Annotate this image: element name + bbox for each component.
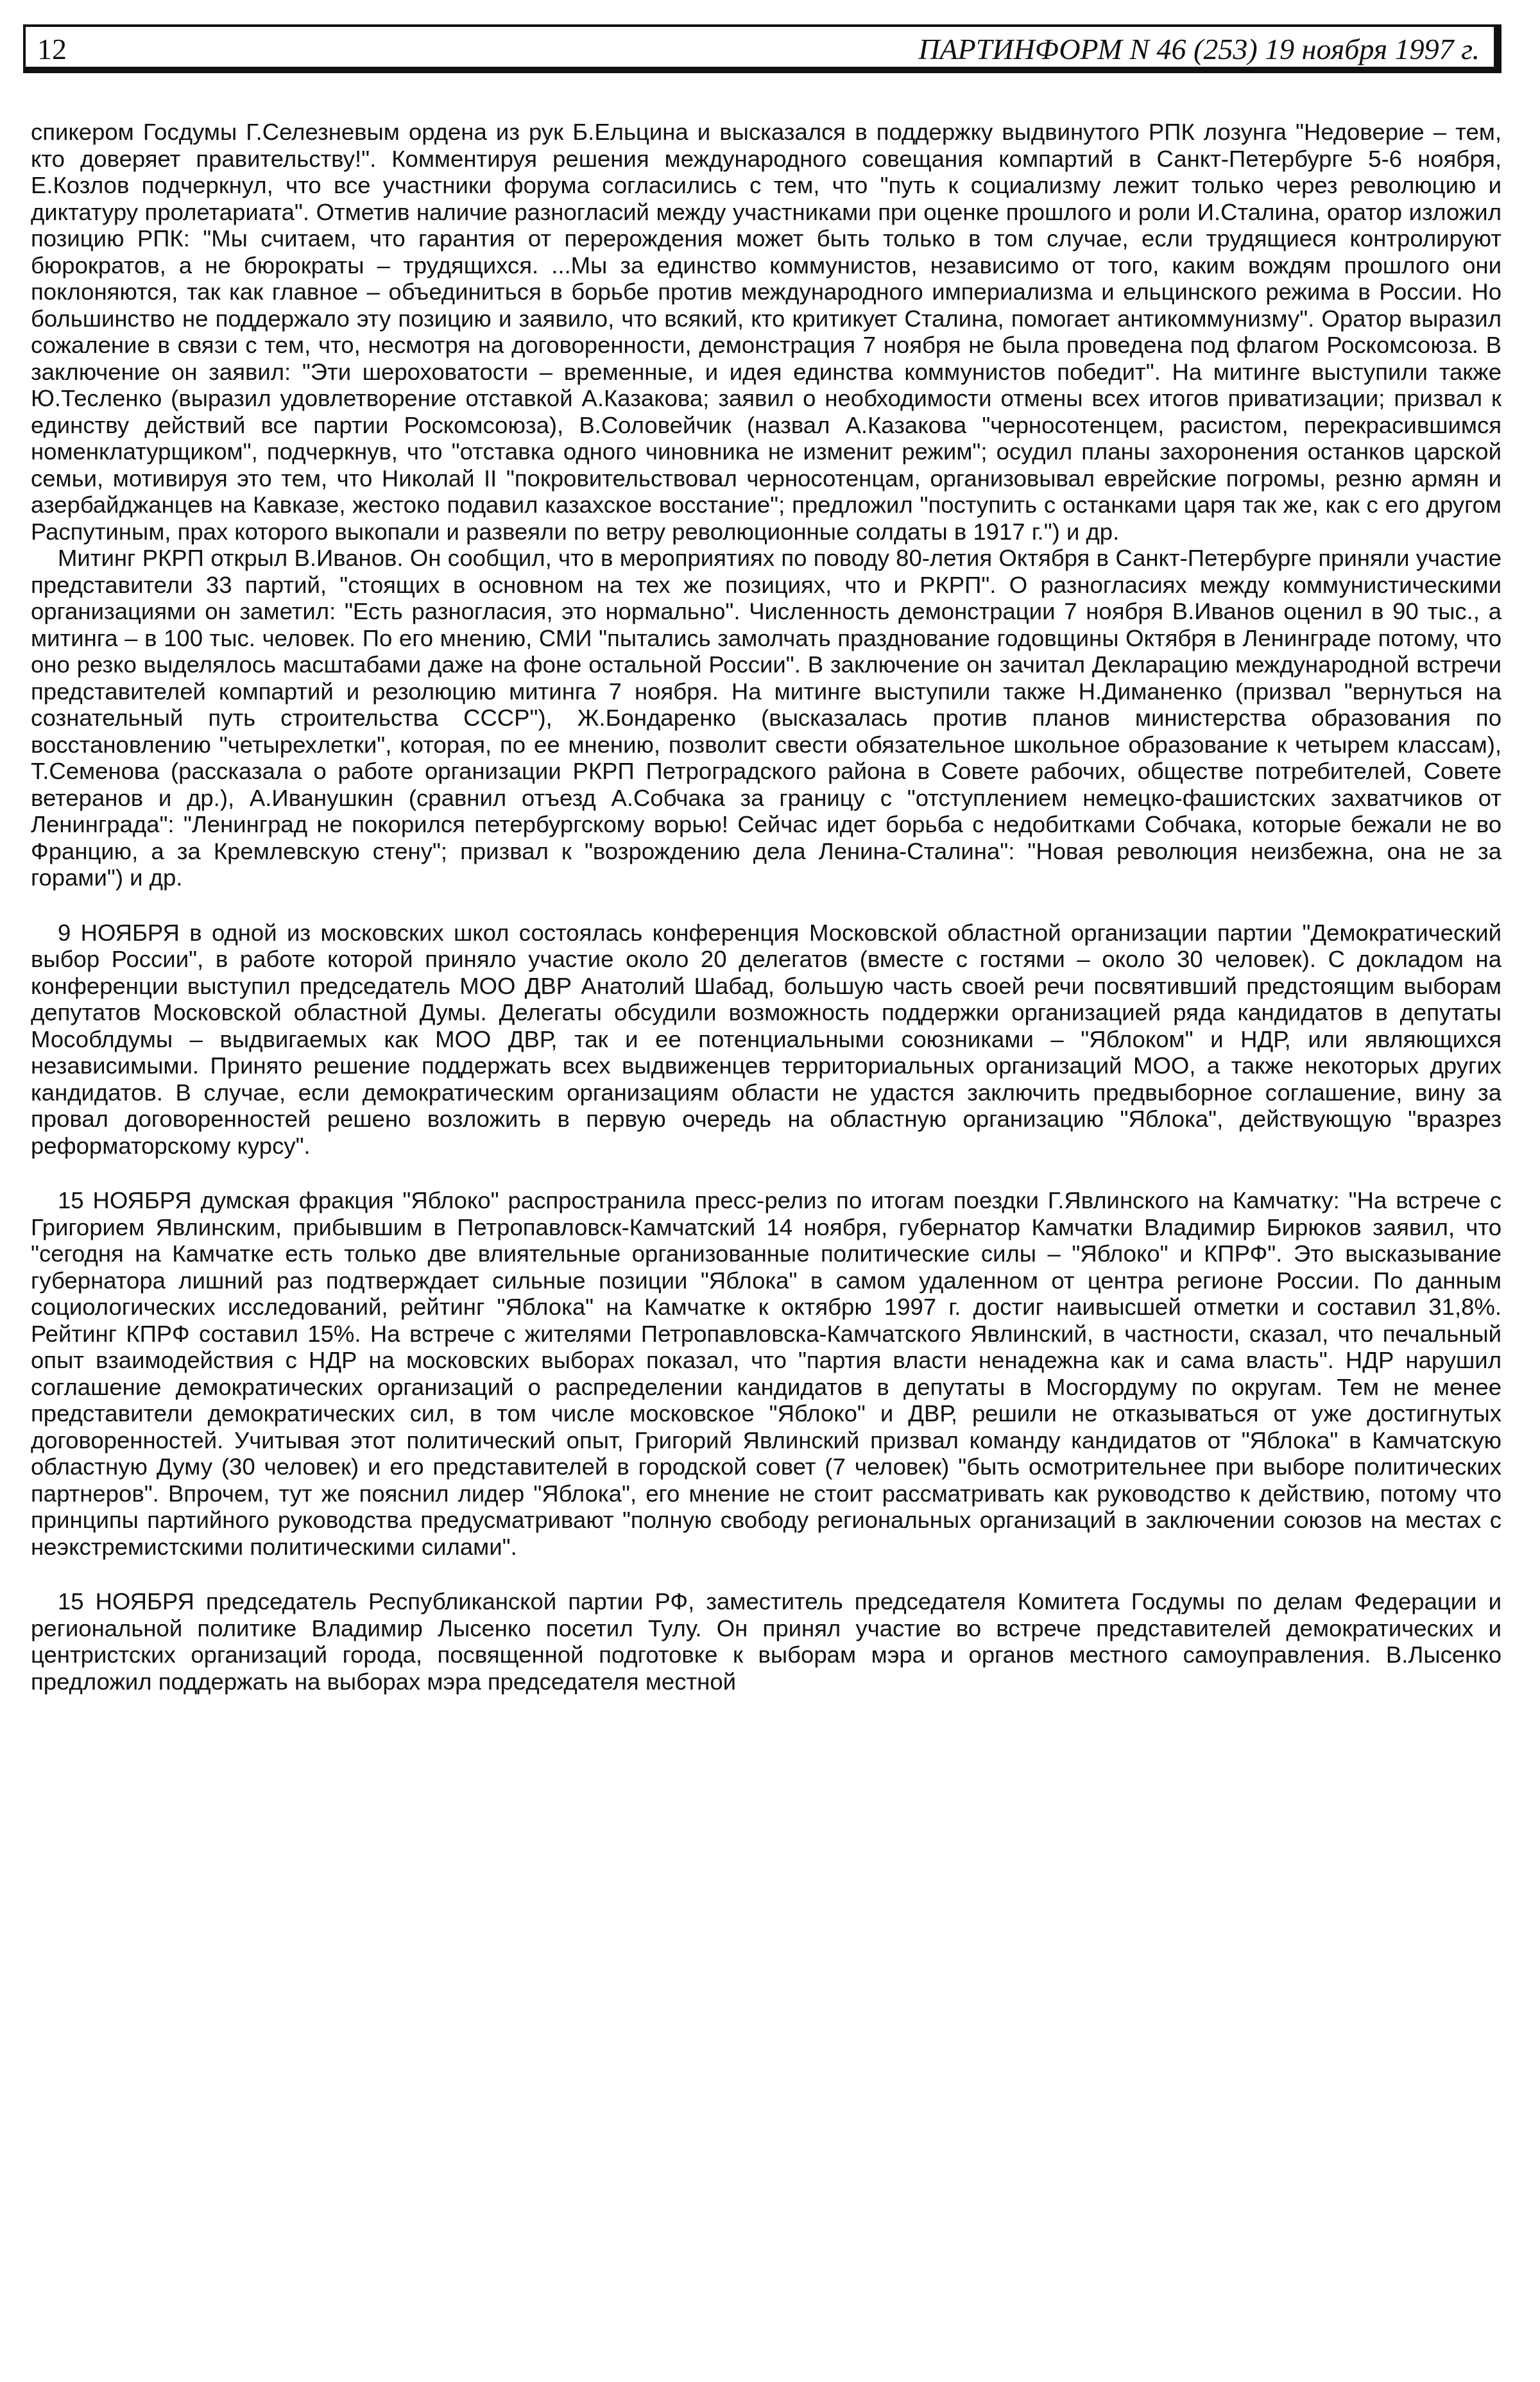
paragraph-nov-15-yabloko: 15 НОЯБРЯ думская фракция "Яблоко" распространила пресс-релиз по итогам поездки Г.Явлинского на Камчатку: "На встрече с Григорием Явлинским, прибывшим в Петропавловск-Камчатский 14 ноября, губернатор Камчатки Владимир Бирюков заявил, что "сегодня на Камчатке есть только две влиятельные организованные политические силы – "Яблоко" и КПРФ". Это высказывание губернатора лишний раз подтверждает сильные позиции "Яблока" в самом удаленном от центра регионе России. По данным социологических исследований, рейтинг "Яблока" на Камчатке к октябрю 1997 г. достиг наивысшей отметки и составил 31,8%. Рейтинг КПРФ составил 15%. На встрече с жителями Петропавловска-Камчатского Явлинский, в частности, сказал, что печальный опыт взаимодействия с НДР на московских выборах показал, что "партия власти ненадежна как и сама власть". НДР нарушил соглашение демократических организаций о распределении кандидатов в депутаты в Мосгордуму по округам. Тем не менее представители демократических сил, в том числе московское "Яблоко" и ДВР, решили не отказываться от уже достигнутых договоренностей. Учитывая этот политический опыт, Григорий Явлинский призвал команду кандидатов от "Яблока" в Камчатскую областную Думу (30 человек) и его представителей в городской совет (7 человек) "быть осмотрительнее при выборе политических партнеров". Впрочем, тут же пояснил лидер "Яблока", его мнение не стоит рассматривать как руководство к действию, потому что принципы партийного руководства предусматривают "полную свободу региональных организаций в заключении союзов на местах с неэкстремистскими политическими силами". — [31, 1187, 1502, 1560]
page-number: 12 — [37, 33, 67, 65]
article-body — [31, 119, 1502, 1695]
page-header — [23, 24, 1502, 73]
paragraph-nov-9: 9 НОЯБРЯ в одной из московских школ состоялась конференция Московской областной организации партии "Демократический выбор России", в работе которой приняло участие около 20 делегатов (вместе с гостями – около 30 человек). С докладом на конференции выступил председатель МОО ДВР Анатолий Шабад, большую часть своей речи посвятивший предстоящим выборам депутатов Московской областной Думы. Делегаты обсудили возможность поддержки организацией ряда кандидатов в депутаты Мособлдумы – выдвигаемых как МОО ДВР, так и ее потенциальными союзниками – "Яблоком" и НДР, или являющихся независимыми. Принято решение поддержать всех выдвиженцев территориальных организаций МОО, а также некоторых других кандидатов. В случае, если демократическим организациям области не удастся заключить предвыборное соглашение, вину за провал договоренностей решено возложить в первую очередь на областную организацию "Яблока", действующую "вразрез реформаторскому курсу". — [31, 919, 1502, 1159]
paragraph-rkrp-rally: Митинг РКРП открыл В.Иванов. Он сообщил, что в мероприятиях по поводу 80-летия Октября в Санкт-Петербурге приняли участие представители 33 партий, "стоящих в основном на тех же позициях, что и РКРП". О разногласиях между коммунистическими организациями он заметил: "Есть разногласия, это нормально". Численность демонстрации 7 ноября В.Иванов оценил в 90 тыс., а митинга – в 100 тыс. человек. По его мнению, СМИ "пытались замолчать празднование годовщины Октября в Ленинграде потому, что оно резко выделялось масштабами даже на фоне остальной России". В заключение он зачитал Декларацию международной встречи представителей компартий и резолюцию митинга 7 ноября. На митинге выступили также Н.Диманенко (призвал "вернуться на сознательный путь строительства СССР"), Ж.Бондаренко (высказалась против планов министерства образования по восстановлению "четырехлетки", которая, по ее мнению, позволит свести обязательное школьное образование к четырем классам), Т.Семенова (рассказала о работе организации РКРП Петроградского района в Совете рабочих, обществе потребителей, Совете ветеранов и др.), А.Иванушкин (сравнил отъезд А.Собчака за границу с "отступлением немецко-фашистских захватчиков от Ленинграда": "Ленинград не покорился петербургскому ворью! Сейчас идет борьба с недобитками Собчака, которые бежали не во Францию, а за Кремлевскую стену"; призвал к "возрождению дела Ленина-Сталина": "Новая революция неизбежна, она не за горами") и др. — [31, 545, 1502, 891]
paragraph-continuation: спикером Госдумы Г.Селезневым ордена из рук Б.Ельцина и высказался в поддержку выдвинутого РПК лозунга "Недоверие – тем, кто доверяет правительству!". Комментируя решения международного совещания компартий в Санкт-Петербурге 5-6 ноября, Е.Козлов подчеркнул, что все участники форума согласились с тем, что "путь к социализму лежит только через революцию и диктатуру пролетариата". Отметив наличие разногласий между участниками при оценке прошлого и роли И.Сталина, оратор изложил позицию РПК: "Мы считаем, что гарантия от перерождения может быть только в том случае, если трудящиеся контролируют бюрократов, а не бюрократы – трудящихся. ...Мы за единство коммунистов, независимо от того, каким вождям прошлого они поклоняются, так как главное – объединиться в борьбе против международного империализма и ельцинского режима в России. Но большинство не поддержало эту позицию и заявило, что всякий, кто критикует Сталина, помогает антикоммунизму". Оратор выразил сожаление в связи с тем, что, несмотря на договоренности, демонстрация 7 ноября не была проведена под флагом Роскомсоюза. В заключение он заявил: "Эти шероховатости – временные, и идея единства коммунистов победит". На митинге выступили также Ю.Тесленко (выразил удовлетворение отставкой А.Казакова; заявил о необходимости отмены всех итогов приватизации; призвал к единству действий все партии Роскомсоюза), В.Соловейчик (назвал А.Казакова "черносотенцем, расистом, перекрасившимся номенклатурщиком", подчеркнув, что "отставка одного чиновника не изменит режим"; осудил планы захоронения останков царской семьи, мотивируя это тем, что Николай II "покровительствовал черносотенцам, организовывал еврейские погромы, резню армян и азербайджанцев на Кавказе, жестоко подавил казахское восстание"; предложил "поступить с останками царя так же, как с его другом Распутиным, прах которого выкопали и развеяли по ветру революционные солдаты в 1917 г.") и др. — [31, 119, 1502, 545]
paragraph-nov-15-lysenko: 15 НОЯБРЯ председатель Республиканской партии РФ, заместитель председателя Комитета Госдумы по делам Федерации и региональной политике Владимир Лысенко посетил Тулу. Он принял участие во встрече представителей демократических и центристских организаций города, посвященной подготовке к выборам мэра и органов местного самоуправления. В.Лысенко предложил поддержать на выборах мэра председателя местной — [31, 1588, 1502, 1695]
issue-title: ПАРТИНФОРМ N 46 (253) 19 ноября 1997 г. — [918, 33, 1480, 65]
